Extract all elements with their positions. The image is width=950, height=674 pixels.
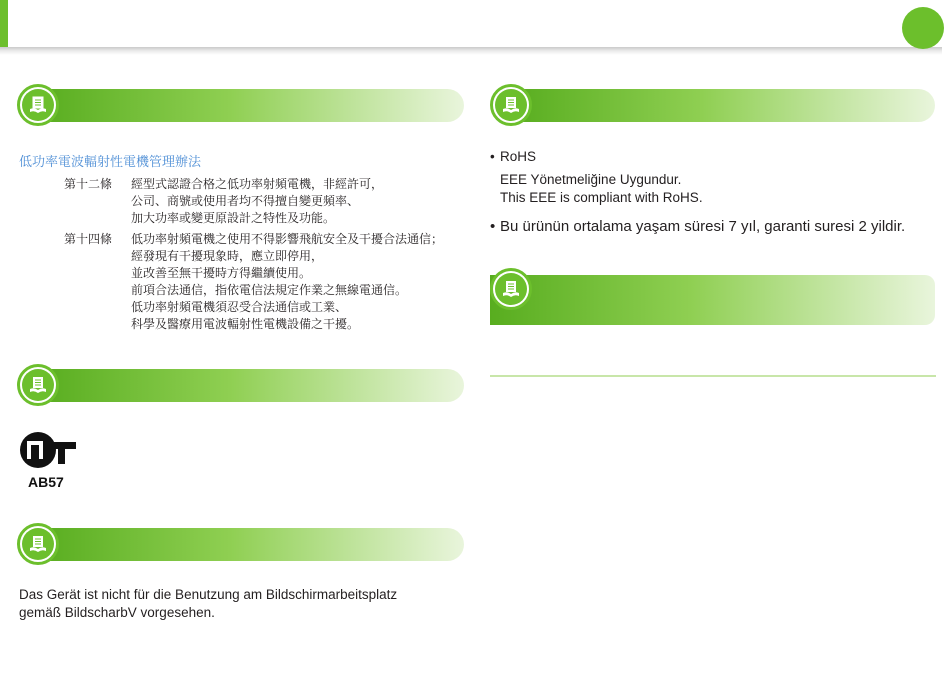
- article-14-line-5: 低功率射頻電機須忍受合法通信或工業、: [131, 300, 348, 314]
- germany-notice-line-1: Das Gerät ist nicht für die Benutzung am Bildschirmarbeitsplatz: [19, 587, 398, 602]
- germany-notice-line-2: gemäß BildscharbV vorgesehen.: [19, 605, 215, 620]
- book-icon: [17, 523, 59, 565]
- section-header-bar-turkey: [511, 89, 935, 122]
- article-12-line-1: 經型式認證合格之低功率射頻電機，非經許可，: [131, 177, 384, 191]
- article-14-line-1: 低功率射頻電機之使用不得影響飛航安全及干擾合法通信；: [131, 232, 444, 246]
- article-number-14: 第十四條: [64, 232, 113, 246]
- rohs-line-2: This EEE is compliant with RoHS.: [500, 190, 703, 205]
- article-14-line-6: 科學及醫療用電波輻射性電機設備之干擾。: [131, 317, 360, 331]
- rohs-bullet: •: [490, 149, 495, 164]
- rohs-line-1: EEE Yönetmeliğine Uygundur.: [500, 172, 682, 187]
- article-12-line-2: 公司、商號或使用者均不得擅自變更頻率、: [131, 194, 360, 208]
- book-icon: [17, 84, 59, 126]
- rohs-label: RoHS: [500, 149, 537, 164]
- taiwan-regulation-title: 低功率電波輻射性電機管理辦法: [19, 155, 202, 170]
- book-icon: [17, 364, 59, 406]
- header-rule: [0, 47, 942, 55]
- header-accent-bar: [0, 0, 8, 50]
- section-header-bar-russia: [38, 369, 464, 402]
- gost-logo-code: AB57: [28, 474, 64, 490]
- article-14-line-2: 經發現有干擾現象時，應立即停用，: [131, 249, 324, 263]
- book-icon: [490, 268, 532, 310]
- article-14-line-3: 並改善至無干擾時方得繼續使用。: [131, 266, 312, 280]
- lifetime-bullet: •: [490, 218, 496, 235]
- page-indicator-dot: [902, 7, 944, 49]
- section-header-bar-taiwan: [38, 89, 464, 122]
- article-number-12: 第十二條: [64, 177, 113, 191]
- article-14-line-4: 前項合法通信，指依電信法規定作業之無線電通信。: [131, 283, 408, 297]
- section-divider: [490, 375, 936, 377]
- gost-r-logo: [18, 430, 78, 470]
- book-icon: [490, 84, 532, 126]
- section-header-bar-germany: [38, 528, 464, 561]
- section-header-bar-empty: [490, 275, 935, 325]
- lifetime-note: Bu ürünün ortalama yaşam süresi 7 yıl, garanti suresi 2 yildir.: [500, 218, 906, 235]
- article-12-line-3: 加大功率或變更原設計之特性及功能。: [131, 211, 336, 225]
